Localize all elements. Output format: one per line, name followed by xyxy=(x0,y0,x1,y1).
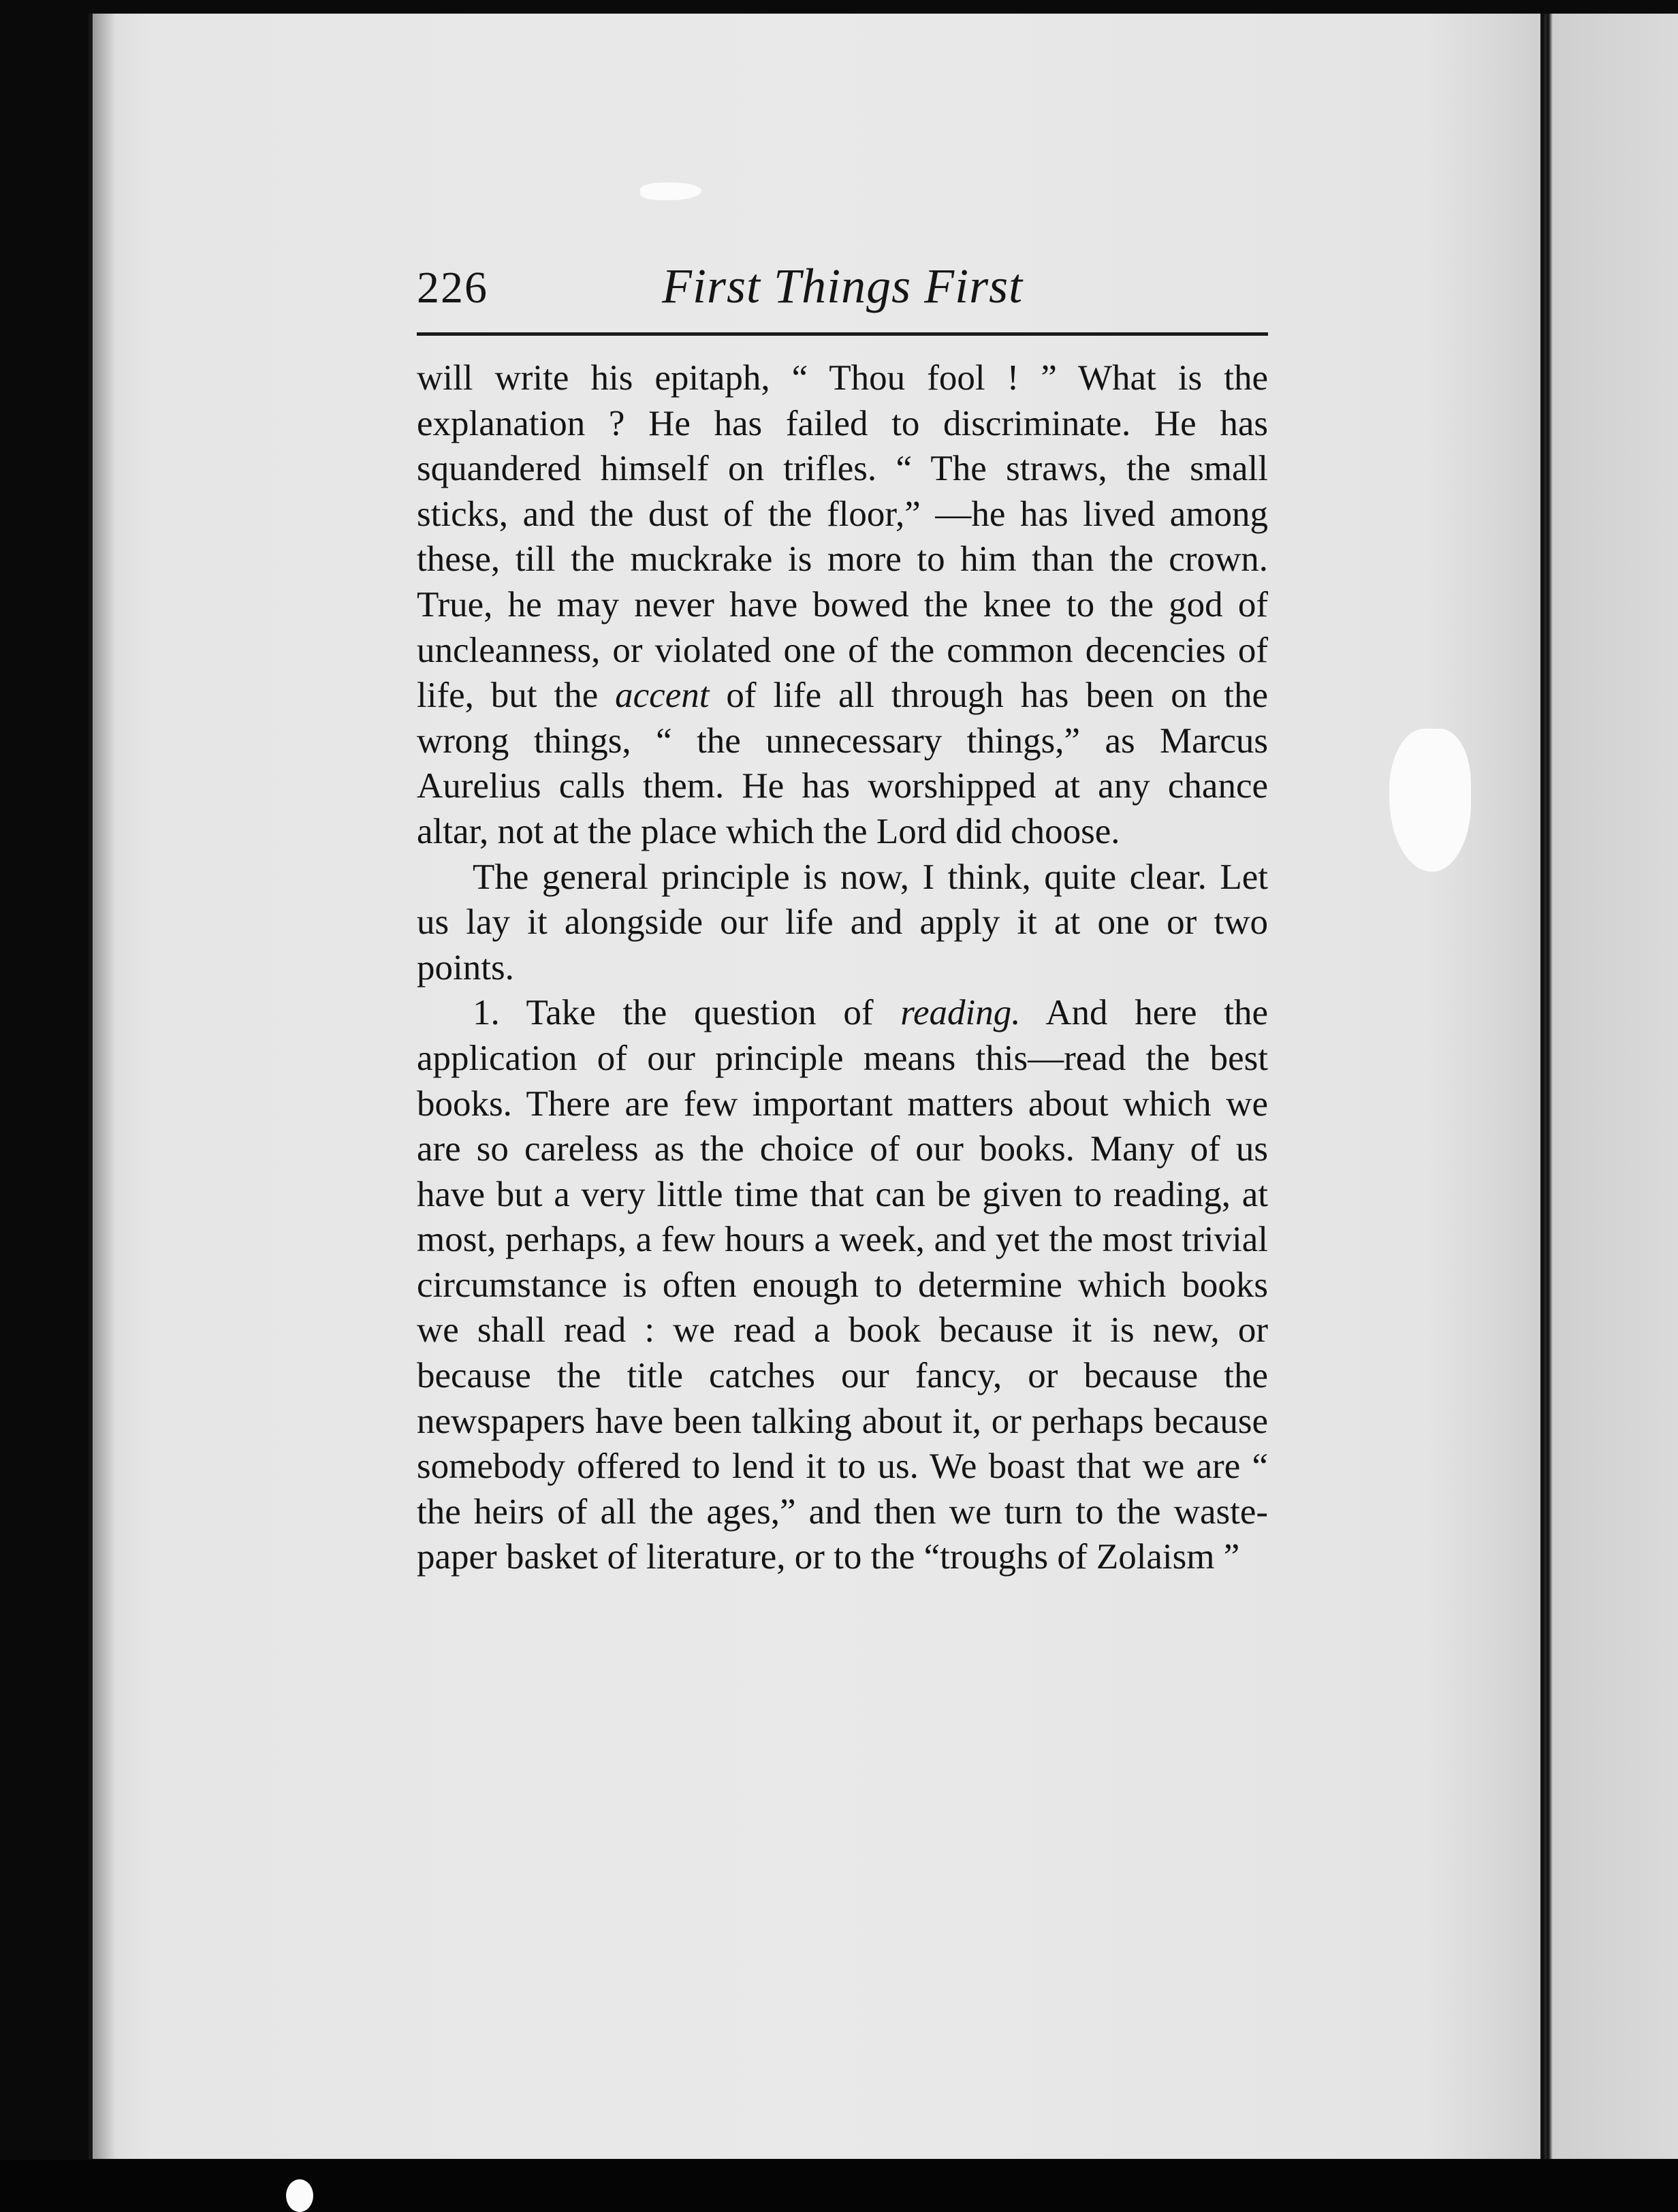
header-rule xyxy=(417,332,1268,336)
body-text xyxy=(417,356,1268,1580)
paragraph xyxy=(417,356,1268,855)
running-title: First Things First xyxy=(662,259,1024,313)
scan-blemish xyxy=(286,2179,313,2212)
page-number: 226 xyxy=(417,263,488,313)
paragraph xyxy=(417,855,1268,991)
emphasis-text: reading. xyxy=(900,993,1021,1033)
text-run: 1. Take the question of xyxy=(473,993,901,1033)
text-run: The general principle is now, I think, quite clear. Let us lay it alongside our life and apply it at one or two points. xyxy=(417,857,1268,988)
running-header xyxy=(417,255,1268,330)
page-gutter-shadow xyxy=(89,14,116,2159)
scan-blemish xyxy=(1389,729,1471,872)
facing-page-edge xyxy=(1545,14,1678,2159)
text-run: will write his epitaph, “ Thou fool ! ” What is the explanation ? He has failed to discriminate. He has squandered himself on trifles. “ The straws, the small sticks, and the dust of the floor,” —he has lived among these, till the muckrake is more to him than the crown. True, he may never have bowed the knee to the god of uncleanness, or violated one of the common decencies of life, but the xyxy=(417,358,1268,716)
text-run: And here the application of our principle means this—read the best books. There are few important matters about which we are so careless as the choice of our books. Many of us have but a very little time that can be given to reading, at most, perhaps, a few hours a week, and yet the most trivial circumstance is often enough to determine which books we shall read : we read a book because it is new, or because the title catches our fancy, or because the newspapers have been talking about it, or perhaps because somebody offered to lend it to us. We boast that we are “ the heirs of all the ages,” and then we turn to the waste-paper basket of literature, or to the “troughs of Zolaism ” xyxy=(417,993,1269,1577)
emphasis-text: accent xyxy=(615,676,710,716)
paragraph xyxy=(417,990,1268,1580)
text-run: of life all through has been on the wrong things, “ the unnecessary things,” as Marcus Aurelius calls them. He has worshipped at any chance altar, not at the place which the Lord did choose. xyxy=(417,676,1268,851)
scan-bottom-border xyxy=(0,2160,1678,2212)
